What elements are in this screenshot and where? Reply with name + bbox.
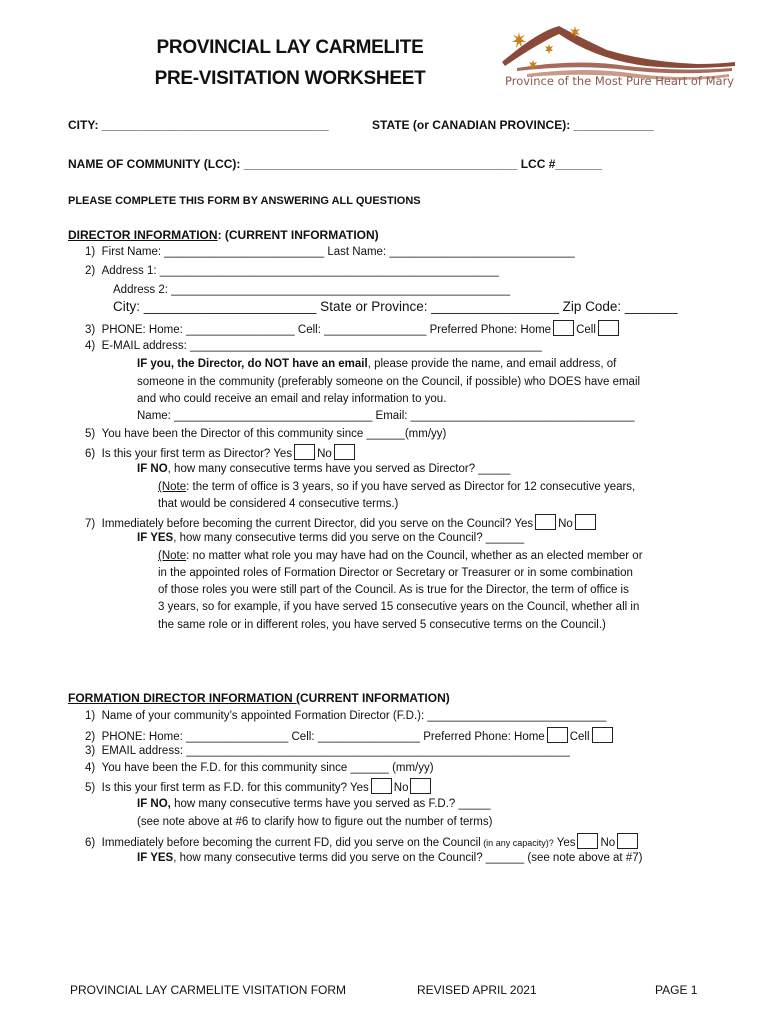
- no-email-rest: , please provide the name, and email address, of: [367, 358, 617, 370]
- fd-preferred-home-checkbox[interactable]: [547, 727, 568, 743]
- director-city-state-zip-fields[interactable]: City: _______________________ State or Province: _________________ Zip Code: _______: [113, 299, 678, 314]
- director-q2[interactable]: [85, 264, 499, 278]
- fd-if-yes-terms-question[interactable]: [137, 851, 642, 865]
- fq3-number: 3): [85, 745, 96, 757]
- footer-form-name: PROVINCIAL LAY CARMELITE VISITATION FORM: [70, 983, 347, 997]
- fd-if-no-terms-question[interactable]: [137, 797, 490, 811]
- director-q1[interactable]: [85, 245, 575, 259]
- no-label: No: [317, 448, 332, 460]
- formation-q2[interactable]: [85, 727, 615, 744]
- director-q5[interactable]: [85, 427, 446, 441]
- formation-q4[interactable]: [85, 761, 434, 775]
- if-no-terms-question[interactable]: [137, 462, 510, 476]
- formation-heading-rest: CURRENT INFORMATION): [299, 691, 450, 705]
- no-email-instruction: [137, 357, 616, 371]
- director-name-fields[interactable]: First Name: _________________________ Last Name: _____________________________: [101, 246, 575, 258]
- footer-revision: REVISED APRIL 2021: [417, 983, 537, 997]
- note-rest: : no matter what role you may have had on the Council, whether as an elected member or: [186, 550, 643, 562]
- director-heading-underlined: DIRECTOR INFORMATION: [68, 228, 218, 242]
- if-yes-bold: IF YES: [137, 852, 174, 864]
- fd-first-term-no-checkbox[interactable]: [410, 778, 431, 794]
- note-label: (Note: [158, 481, 187, 493]
- fd-terms-note: (see note above at #6 to clarify how to figure out the number of terms): [137, 816, 493, 828]
- footer-page-number: PAGE 1: [655, 983, 698, 997]
- no-email-line-2: someone in the community (preferably someone on the Council, if possible) who DOES have email: [137, 376, 641, 388]
- director-q4[interactable]: [85, 339, 542, 353]
- council-note-line-1: [158, 549, 643, 563]
- director-q7[interactable]: [85, 514, 598, 531]
- fd-email-field[interactable]: EMAIL address: ____________________________________________________________: [101, 745, 570, 757]
- no-label: No: [600, 837, 616, 849]
- q5-number: 5): [85, 428, 96, 440]
- fq1-number: 1): [85, 710, 96, 722]
- if-yes-rest[interactable]: , how many consecutive terms did you serve on the Council? ______ (see note above at #7): [173, 852, 643, 864]
- fd-council-no-checkbox[interactable]: [617, 833, 638, 849]
- fd-name-field[interactable]: Name of your community’s appointed Formation Director (F.D.): ____________________________: [101, 710, 607, 722]
- formation-q5[interactable]: [85, 778, 433, 795]
- director-phone-fields[interactable]: PHONE: Home: _________________ Cell: ________________ Preferred Phone: Home: [101, 324, 552, 336]
- if-no-rest[interactable]: , how many consecutive terms have you served as Director? _____: [167, 463, 511, 475]
- q2-number: 2): [85, 265, 96, 277]
- council-yes-checkbox[interactable]: [535, 514, 556, 530]
- no-label: No: [393, 782, 409, 794]
- state-field[interactable]: STATE (or CANADIAN PROVINCE): ____________: [372, 118, 654, 132]
- fq6-number: 6): [85, 837, 96, 849]
- term-note-line-2: that would be considered 4 consecutive terms.): [158, 498, 399, 510]
- title-line-1: PROVINCIAL LAY CARMELITE: [156, 37, 424, 58]
- note-rest: : the term of office is 3 years, so if you have served as Director for 12 consecutive years,: [186, 481, 636, 493]
- council-note-line-4: 3 years, so for example, if you have served 15 consecutive years on the Council, whether all in: [158, 601, 640, 613]
- no-label: No: [558, 518, 573, 530]
- formation-section-heading: [68, 691, 450, 705]
- note-label: (Note: [158, 550, 187, 562]
- if-no-rest[interactable]: how many consecutive terms have you served as F.D.? _____: [170, 798, 491, 810]
- formation-q1[interactable]: [85, 709, 606, 723]
- city-field[interactable]: CITY: __________________________________: [68, 118, 329, 132]
- director-heading-rest: : (CURRENT INFORMATION): [217, 228, 379, 242]
- cell-label: Cell: [576, 324, 596, 336]
- community-name-field[interactable]: NAME OF COMMUNITY (LCC): _________________________________________ LCC #_______: [68, 157, 603, 171]
- q1-number: 1): [85, 246, 96, 258]
- if-no-bold: IF NO,: [137, 798, 171, 810]
- formation-q6[interactable]: [85, 833, 640, 850]
- director-since-field[interactable]: You have been the Director of this community since ______(mm/yy): [101, 428, 447, 440]
- contact-name-email-fields[interactable]: Name: _______________________________ Email: ___________________________________: [137, 410, 635, 422]
- director-address1-field[interactable]: Address 1: _____________________________________________________: [101, 265, 499, 277]
- cell-label: Cell: [569, 731, 590, 743]
- council-note-line-3: of those roles you were still part of the Council. As is true for the Director, the term of office is: [158, 584, 629, 596]
- fd-since-field[interactable]: You have been the F.D. for this community since ______ (mm/yy): [101, 762, 434, 774]
- if-no-bold: IF NO: [137, 463, 168, 475]
- fq5-number: 5): [85, 782, 96, 794]
- term-note-line-1: [158, 480, 635, 494]
- logo-caption: Province of the Most Pure Heart of Mary: [505, 74, 735, 88]
- if-yes-terms-question[interactable]: [137, 531, 524, 545]
- council-note-line-2: in the appointed roles of Formation Director or Secretary or Treasurer or in some combination: [158, 567, 633, 579]
- fd-first-term-yes-checkbox[interactable]: [371, 778, 392, 794]
- fq2-number: 2): [85, 731, 96, 743]
- director-q3[interactable]: [85, 320, 621, 337]
- if-yes-rest[interactable]: , how many consecutive terms did you serve on the Council? ______: [173, 532, 525, 544]
- q3-number: 3): [85, 324, 96, 336]
- director-q6[interactable]: [85, 444, 357, 461]
- no-email-bold: IF you, the Director, do NOT have an email: [137, 358, 368, 370]
- formation-heading-underlined: FORMATION DIRECTOR INFORMATION (: [68, 691, 300, 705]
- director-section-heading: [68, 228, 379, 242]
- title-line-2: PRE-VISITATION WORKSHEET: [154, 68, 426, 89]
- council-no-checkbox[interactable]: [575, 514, 596, 530]
- preferred-home-checkbox[interactable]: [553, 320, 574, 336]
- council-note-line-5: the same role or in different roles, you have served 5 consecutive terms on the Council.): [158, 619, 606, 631]
- document-title: [100, 32, 480, 94]
- fd-phone-fields[interactable]: PHONE: Home: ________________ Cell: ________________ Preferred Phone: Home: [101, 731, 545, 743]
- no-email-line-3: and who could receive an email and relay information to you.: [137, 393, 447, 405]
- first-term-question: Is this your first term as Director? Yes: [101, 448, 293, 460]
- instruction-text: PLEASE COMPLETE THIS FORM BY ANSWERING ALL QUESTIONS: [68, 195, 421, 207]
- q7-number: 7): [85, 518, 96, 530]
- q6-number: 6): [85, 448, 96, 460]
- formation-q3[interactable]: [85, 744, 570, 758]
- q4-number: 4): [85, 340, 96, 352]
- if-yes-bold: IF YES: [137, 532, 174, 544]
- in-any-capacity-note: (in any capacity)?: [480, 838, 554, 848]
- fd-first-term-question: Is this your first term as F.D. for this community? Yes: [101, 782, 369, 794]
- director-email-field[interactable]: E-MAIL address: _______________________________________________________: [101, 340, 542, 352]
- fd-preferred-cell-checkbox[interactable]: [592, 727, 613, 743]
- council-question: Immediately before becoming the current Director, did you serve on the Council? Yes: [101, 518, 534, 530]
- fd-council-yes-checkbox[interactable]: [577, 833, 598, 849]
- yes-label: Yes: [553, 837, 576, 849]
- preferred-cell-checkbox[interactable]: [598, 320, 619, 336]
- first-term-no-checkbox[interactable]: [334, 444, 355, 460]
- fd-council-question: Immediately before becoming the current FD, did you serve on the Council: [101, 837, 481, 849]
- first-term-yes-checkbox[interactable]: [294, 444, 315, 460]
- director-address2-field[interactable]: Address 2: _____________________________________________________: [113, 284, 511, 296]
- fq4-number: 4): [85, 762, 96, 774]
